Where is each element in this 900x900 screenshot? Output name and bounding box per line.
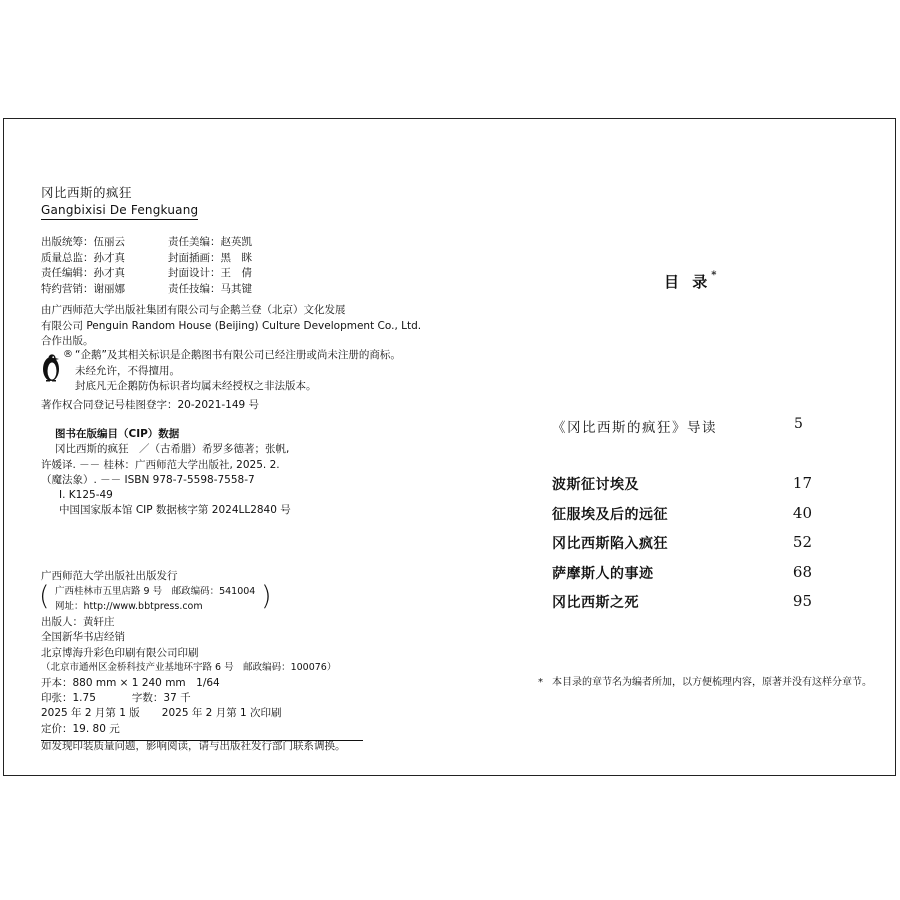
toc-chapter <box>552 563 812 593</box>
toc-title: 目 录 <box>664 273 712 291</box>
publisher-website: 网址：http://www.bbtpress.com <box>55 601 203 613</box>
word-count: 字数：37 千 <box>131 692 191 705</box>
registered-mark-icon: ® <box>63 349 73 360</box>
book-title-pinyin: Gangbixisi De Fengkuang <box>41 204 198 220</box>
toc-chapter <box>552 474 812 504</box>
printing: 2025 年 2 月第 1 次印刷 <box>161 707 282 720</box>
trademark-line: “企鹅”及其相关标识是企鹅图书有限公司已经注册或尚未注册的商标。 <box>75 349 401 361</box>
quality-notice: 如发现印装质量问题，影响阅读，请与出版社发行部门联系调换。 <box>41 739 346 752</box>
issuer: 广西师范大学出版社出版发行 <box>41 570 178 582</box>
credit-right: 封面设计：王 倩 <box>168 267 252 279</box>
distribution-info <box>41 571 481 756</box>
trademark-notice <box>41 350 461 400</box>
staff-credits <box>41 237 341 299</box>
bracket-left: ( <box>39 581 50 613</box>
credit-left: 责任编辑：孙才真 <box>41 267 125 279</box>
credit-right: 责任技编：马其键 <box>168 282 252 295</box>
copyright-registration: 著作权合同登记号桂图登字：20-2021-149 号 <box>41 399 260 411</box>
cip-data <box>41 429 461 521</box>
toc-entry-label: 波斯征讨埃及 <box>552 477 639 493</box>
publisher-line: 合作出版。 <box>41 335 94 347</box>
toc-entry-page: 68 <box>792 562 812 581</box>
toc-chapter-list <box>552 474 812 622</box>
toc-entry-page: 52 <box>792 533 812 551</box>
penguin-logo-icon <box>41 352 61 382</box>
toc-entry-page: 17 <box>792 474 812 492</box>
toc-chapter <box>552 592 812 622</box>
cip-title: 图书在版编目（CIP）数据 <box>55 428 180 440</box>
toc-entry-label: 征服埃及后的远征 <box>552 506 668 523</box>
footnote-asterisk: * <box>538 677 543 688</box>
book-spread <box>3 118 896 776</box>
toc-entry-page: 95 <box>792 592 812 610</box>
seller: 全国新华书店经销 <box>41 631 125 644</box>
printer-address: （北京市通州区金桥科技产业基地环宇路 6 号 邮政编码：100076） <box>41 661 337 673</box>
toc-entry-label: 冈比西斯之死 <box>552 595 639 611</box>
publisher-line: 有限公司 Penguin Random House (Beijing) Culture Development Co., Ltd. <box>41 319 422 332</box>
print-sheets: 印张：1.75 <box>41 692 96 705</box>
credit-row <box>41 237 341 253</box>
credit-right: 责任美编：赵英凯 <box>168 236 252 248</box>
publisher-line: 由广西师范大学出版社集团有限公司与企鹅兰登（北京）文化发展 <box>41 304 346 316</box>
toc-entry-label: 《冈比西斯的疯狂》导读 <box>552 420 717 436</box>
contents-page <box>524 119 894 774</box>
printer: 北京博海升彩色印刷有限公司印刷 <box>41 646 199 659</box>
credit-row <box>41 284 341 300</box>
publisher-address: 广西桂林市五里店路 9 号 邮政编码：541004 <box>55 586 256 598</box>
credit-left: 特约营销：谢丽娜 <box>41 282 125 295</box>
co-publisher-statement <box>41 305 461 352</box>
book-title-chinese: 冈比西斯的疯狂 <box>41 185 133 200</box>
toc-heading <box>664 271 716 292</box>
trademark-line: 封底凡无企鹅防伪标识者均属未经授权之非法版本。 <box>75 380 317 392</box>
toc-entry-label: 萨摩斯人的事迹 <box>552 565 654 582</box>
toc-chapter <box>552 504 812 534</box>
publisher-address-box <box>39 581 281 617</box>
toc-chapter <box>552 533 812 563</box>
trademark-line: 未经允许，不得擅用。 <box>75 364 180 377</box>
cip-line: （魔法象）. －－ ISBN 978-7-5598-7558-7 <box>41 473 255 486</box>
cip-line: 许媛译. －－ 桂林：广西师范大学出版社, 2025. 2. <box>41 458 280 471</box>
publisher-person: 出版人：黄轩庄 <box>41 616 115 629</box>
credit-left: 出版统筹：伍丽云 <box>41 236 125 248</box>
edition: 2025 年 2 月第 1 版 <box>41 707 140 720</box>
price: 定价：19. 80 元 <box>41 722 120 735</box>
credit-row <box>41 268 341 284</box>
cip-line: Ⅰ. K125-49 <box>59 489 113 502</box>
cip-line: 中国国家版本馆 CIP 数据核字第 2024LL2840 号 <box>59 504 291 517</box>
credit-right: 封面插画：黑 眯 <box>168 251 252 264</box>
footnote-text: 本目录的章节名为编者所加，以方便梳理内容，原著并没有这样分章节。 <box>552 677 872 688</box>
bracket-right: ) <box>261 581 272 613</box>
book-format: 开本：880 mm × 1 240 mm 1/64 <box>41 676 220 689</box>
toc-entry-label: 冈比西斯陷入疯狂 <box>552 536 668 552</box>
edition-info <box>41 708 481 723</box>
toc-intro-entry <box>552 416 807 436</box>
toc-entry-page: 40 <box>792 503 812 522</box>
credit-left: 质量总监：孙才真 <box>41 251 125 264</box>
toc-entry-page: 5 <box>794 416 803 432</box>
cip-line: 冈比西斯的疯狂 ／（古希腊）希罗多德著；张帆, <box>55 443 290 456</box>
credit-row <box>41 253 341 269</box>
toc-title-asterisk: * <box>711 270 717 281</box>
